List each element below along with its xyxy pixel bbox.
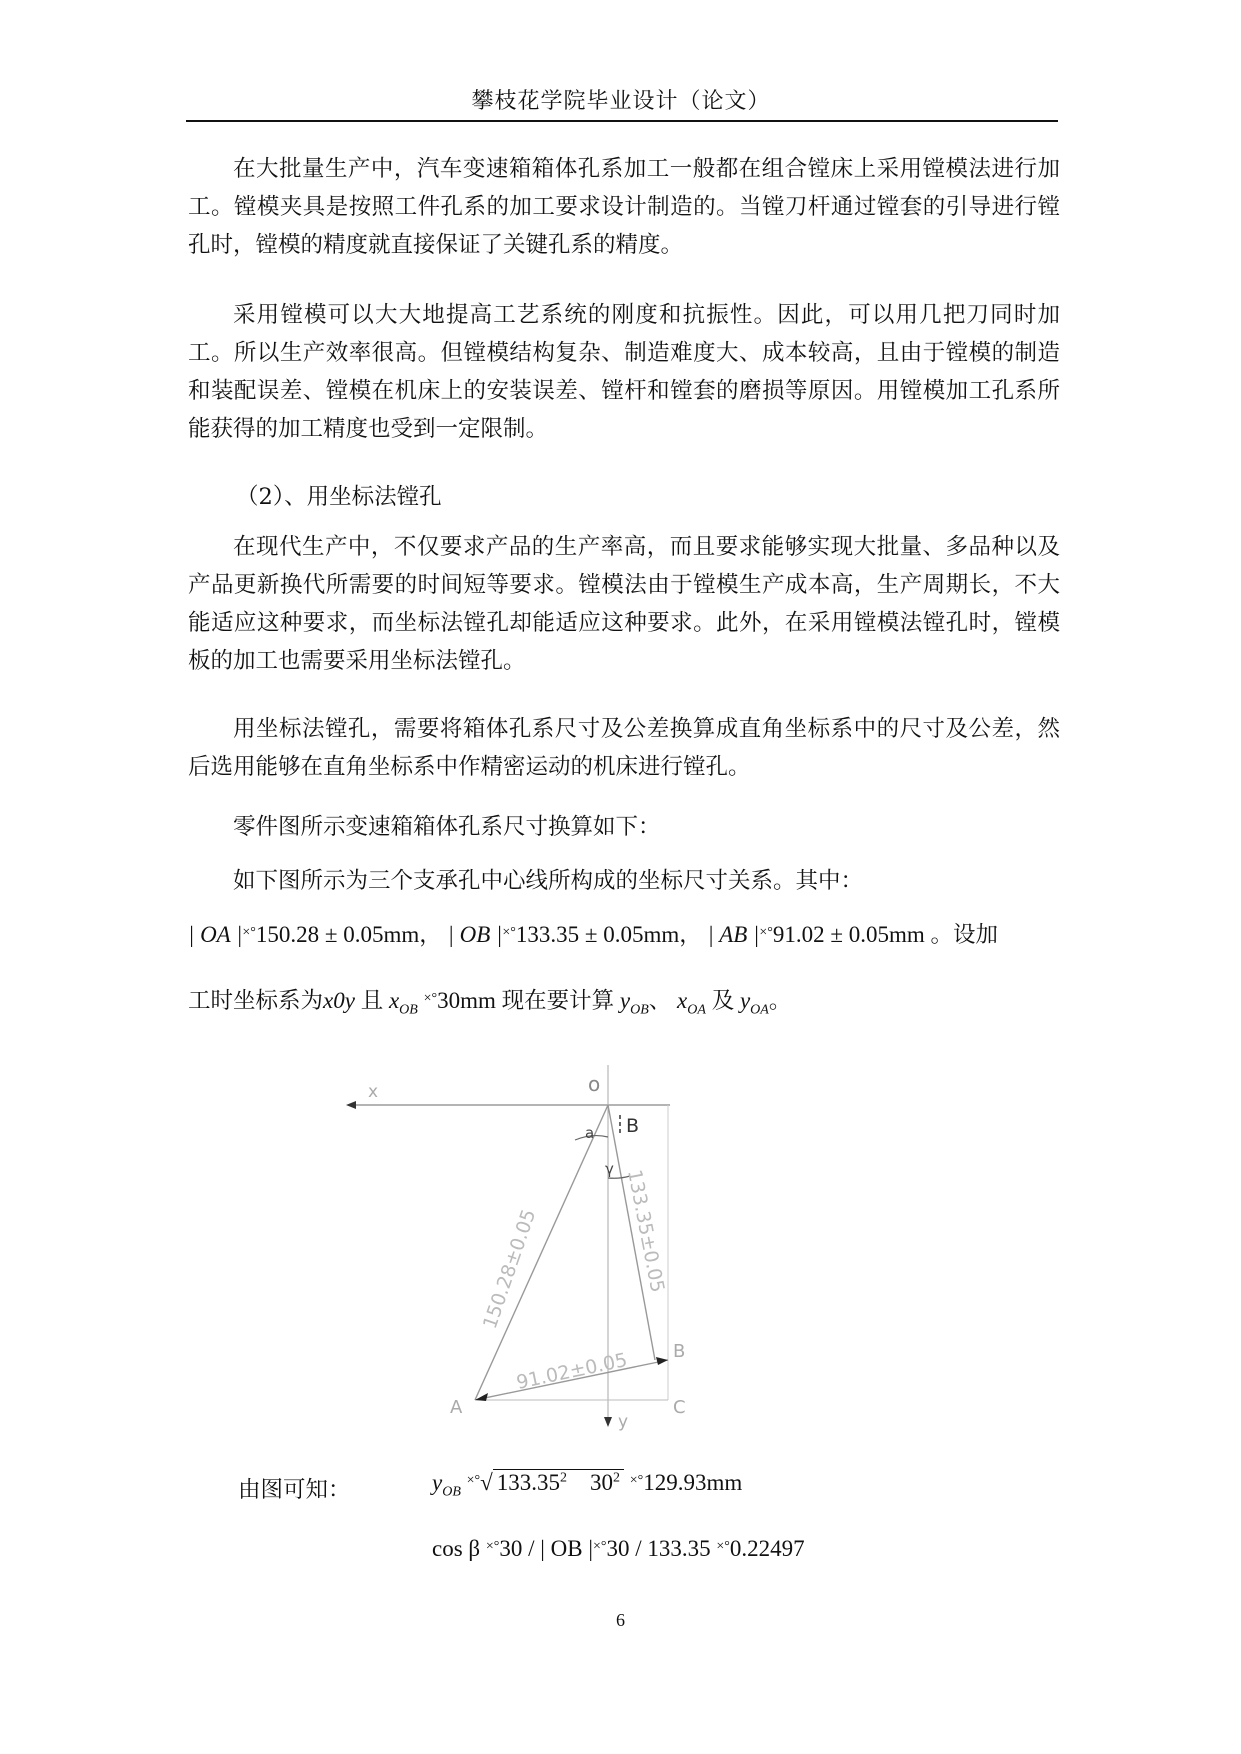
oa-value: 150.28 ± 0.05mm [255, 922, 420, 947]
label-C: C [673, 1397, 686, 1418]
paragraph-2: 采用镗模可以大大地提高工艺系统的刚度和抗振性。因此，可以用几把刀同时加工。所以生产效率很高。但镗模结构复杂、制造难度大、成本较高，且由于镗模的制造和装配误差、镗模在机床上的安装误差、镗杆和镗套的磨损等原因。用镗模加工孔系所能获得的加工精度也受到一定限制。 [188, 302, 1060, 442]
ab-symbol: | AB | [707, 922, 760, 947]
coordinate-diagram [340, 1055, 720, 1450]
label-o: o [588, 1072, 601, 1096]
page-number: 6 [616, 1610, 625, 1630]
formula-tail: 。设加 [930, 922, 999, 948]
x-axis-arrow [346, 1101, 356, 1109]
ob-value: 133.35 ± 0.05mm [515, 922, 680, 947]
page-header: 攀枝花学院毕业设计（论文） [471, 89, 771, 114]
ob-symbol: | OB | [447, 922, 503, 947]
label-x: x [368, 1082, 379, 1102]
formula-line-2: 工时坐标系为x0y 且 $x_{OB}$ ×°30mm 现在要计算 $y_{OB}$、 $x_{OA}$ 及 $y_{OA}$。 [188, 988, 792, 1018]
y-axis-arrow [604, 1417, 612, 1427]
label-B: B [673, 1341, 686, 1362]
label-a: a [585, 1124, 595, 1142]
label-A: A [450, 1397, 463, 1418]
formula-line-1: | OA |×°150.28 ± 0.05mm， | OB |×°133.35 ± 0.05mm， | AB |×°91.02 ± 0.05mm 。设加 [188, 922, 999, 948]
paragraph-3: 在现代生产中，不仅要求产品的生产率高，而且要求能够实现大批量、多品种以及产品更新换代所需要的时间短等要求。镗模法由于镗模生产成本高，生产周期长，不大能适应这种要求，而坐标法镗孔却能适应这种要求。此外，在采用镗模法镗孔时，镗模板的加工也需要采用坐标法镗孔。 [188, 534, 1060, 674]
equation-cos-beta: cos β ×°30 / | OB |×°30 / 133.35 ×°0.22497 [432, 1536, 805, 1561]
oa-symbol: | OA | [188, 922, 243, 947]
dim-ab: 91.02±0.05 [514, 1348, 630, 1394]
paragraph-5: 零件图所示变速箱箱体孔系尺寸换算如下： [233, 814, 661, 840]
equation-yob: $y_{OB}$ ×°√ 133.35$^2$ $30^2$ ×°129.93mm [432, 1470, 743, 1500]
label-beta: B [626, 1115, 640, 1137]
paragraph-4: 用坐标法镗孔，需要将箱体孔系尺寸及公差换算成直角坐标系中的尺寸及公差，然后选用能够在直角坐标系中作精密运动的机床进行镗孔。 [188, 716, 1060, 780]
derivation-label: 由图可知： [238, 1477, 351, 1503]
label-gamma: γ [605, 1160, 614, 1178]
paragraph-6: 如下图所示为三个支承孔中心线所构成的坐标尺寸关系。其中： [233, 868, 864, 894]
ab-value: 91.02 ± 0.05mm [772, 922, 925, 947]
paragraph-1: 在大批量生产中，汽车变速箱箱体孔系加工一般都在组合镗床上采用镗模法进行加工。镗模夹具是按照工件孔系的加工要求设计制造的。当镗刀杆通过镗套的引导进行镗孔时，镗模的精度就直接保证了关键孔系的精度。 [188, 156, 1060, 258]
dim-ob: 133.35±0.05 [623, 1167, 669, 1295]
header-rule [186, 120, 1058, 122]
section-heading: （2）、用坐标法镗孔 [236, 484, 442, 510]
dim-oa: 150.28±0.05 [478, 1206, 541, 1332]
label-y: y [618, 1412, 629, 1432]
